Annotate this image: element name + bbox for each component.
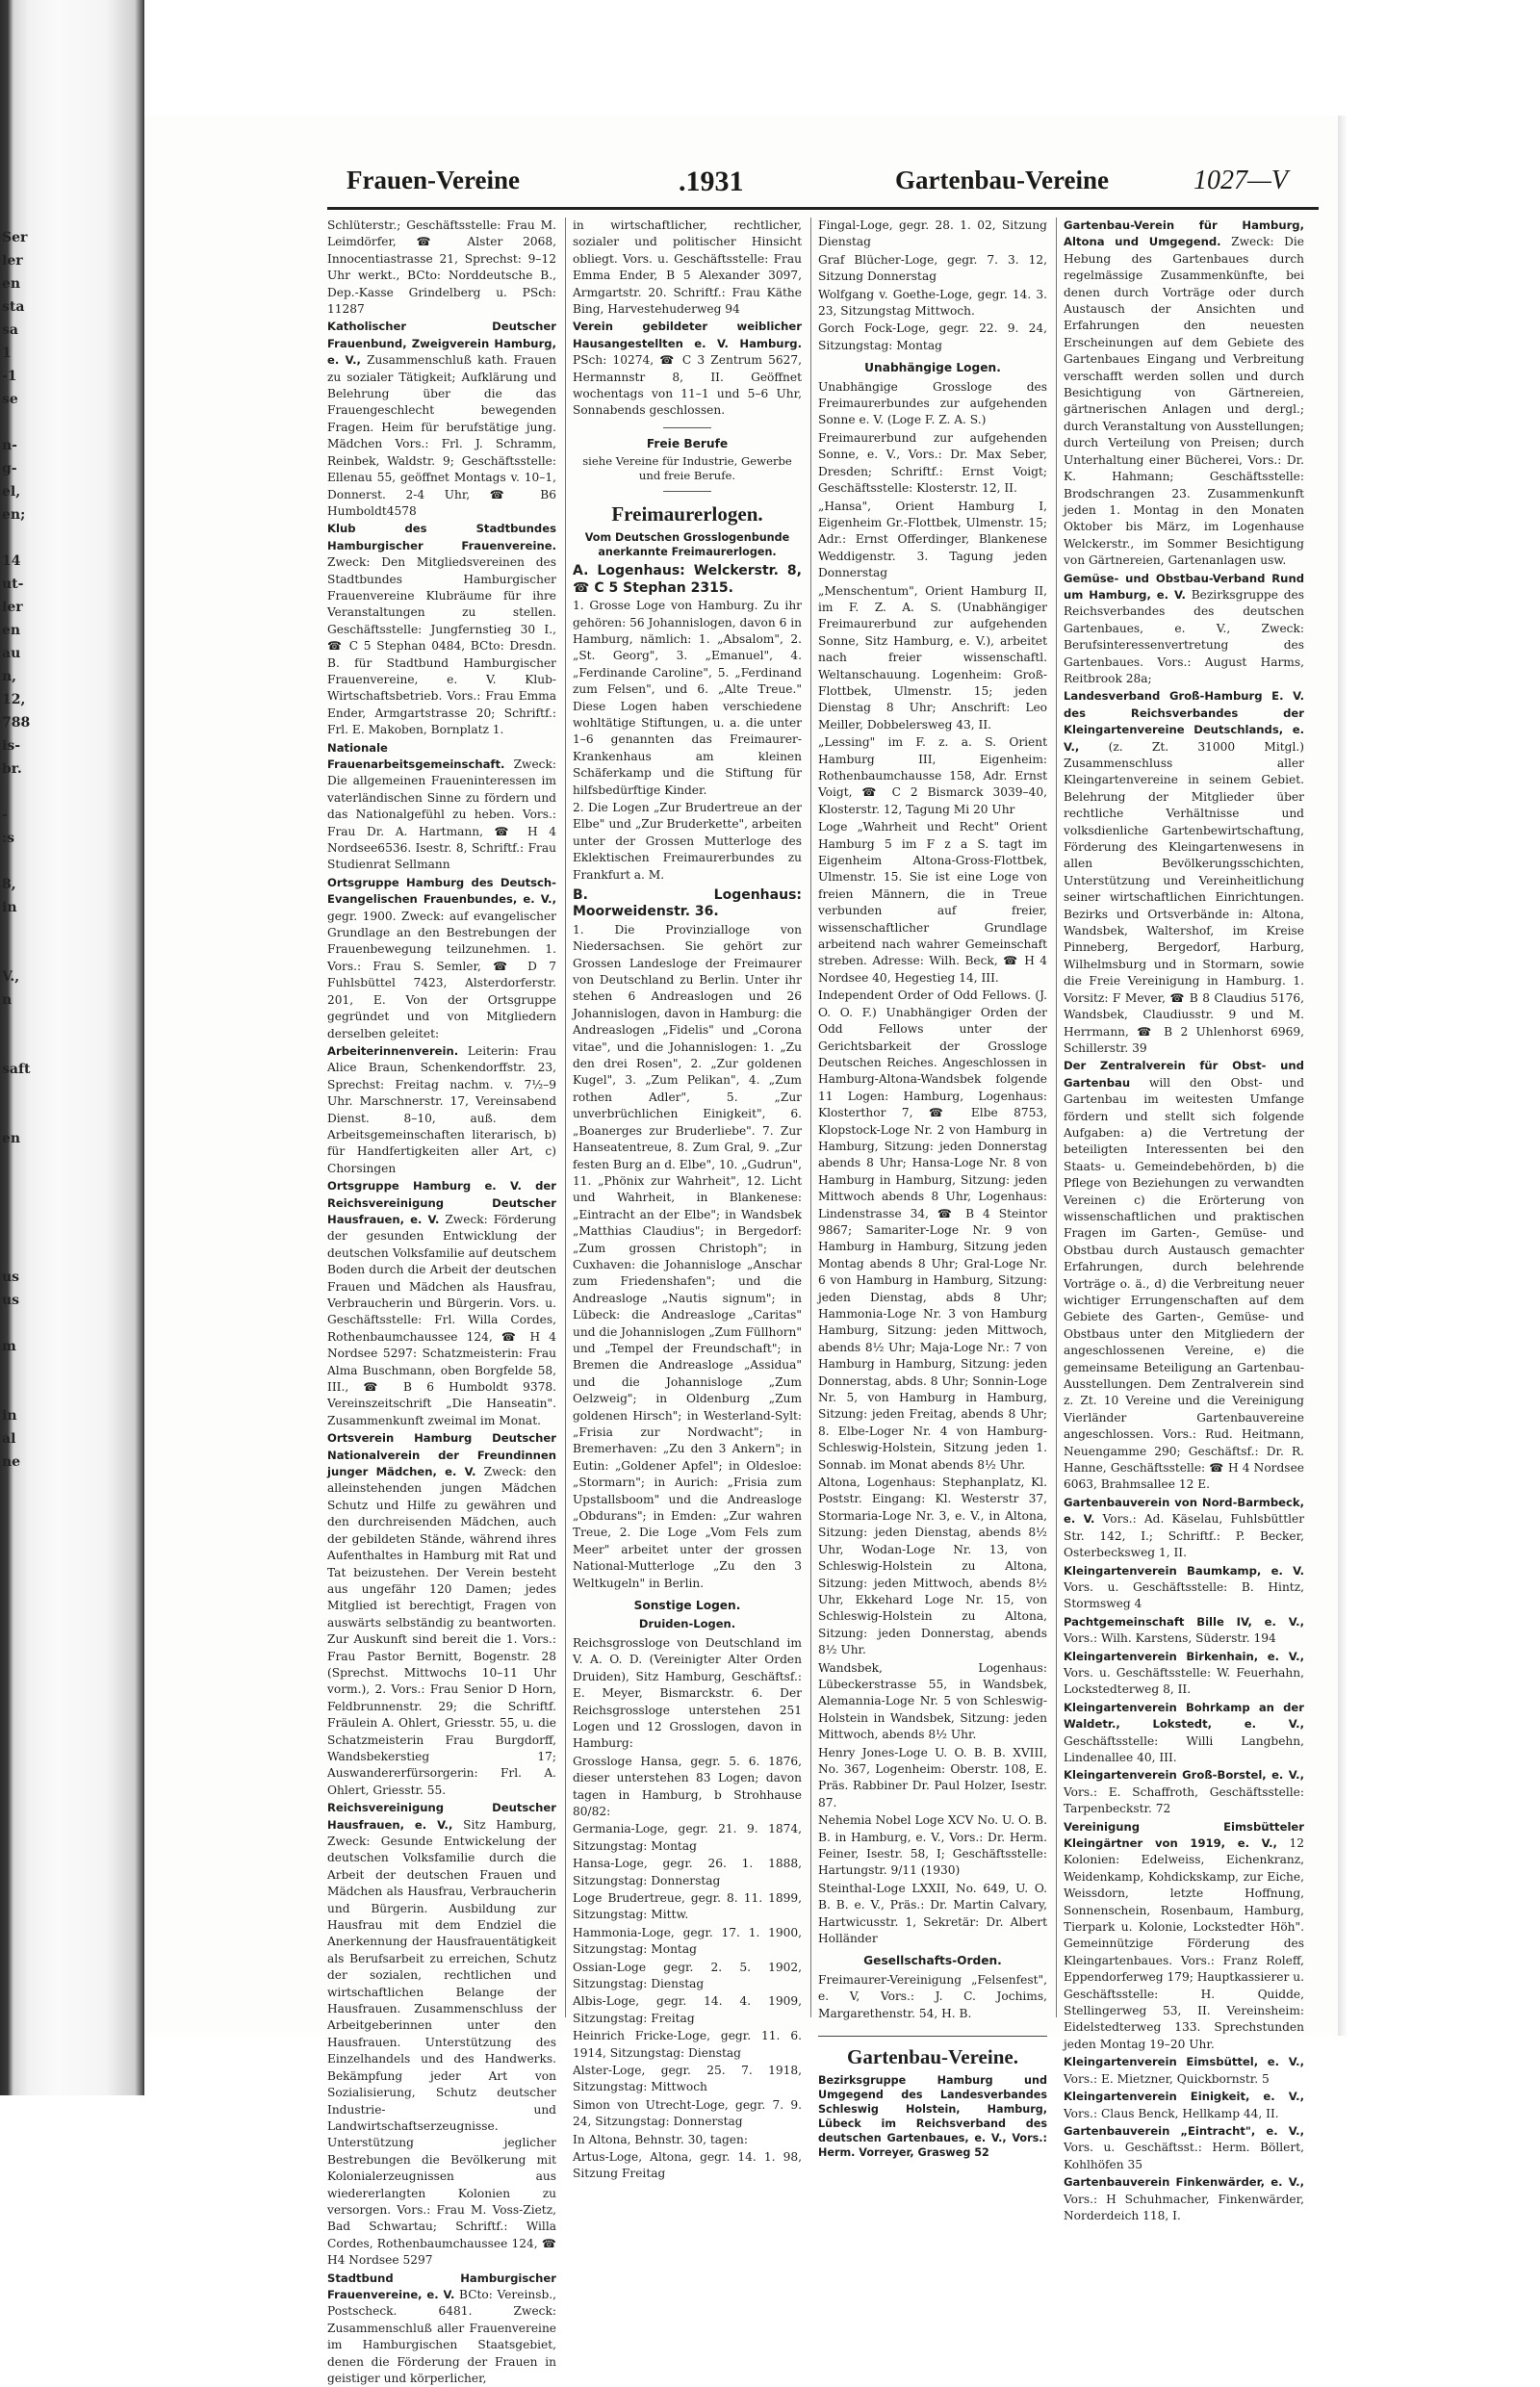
entry: Reichsgrossloge von Deutschland im V. A. O. D. (Vereinigter Alter Orden Druiden), Sitz Hamburg, Geschäftsf.: E. Meyer, Bismarckstr. 6. Der Reichsgrossloge unterstehen 251 Logen und 12 Grosslogen, davon in Hamburg: xyxy=(573,1635,802,1751)
entry: Hammonia-Loge, gegr. 17. 1. 1900, Sitzungstag: Montag xyxy=(573,1925,802,1957)
section-title: Freimaurerlogen. xyxy=(611,502,763,526)
entry-text: Vors.: E. Mietzner, Quickbornstr. 5 xyxy=(1064,2071,1270,2086)
entry-name: Gartenbau-Verein für Hamburg, Altona und Umgegend. xyxy=(1064,218,1304,249)
entry: Albis-Loge, gegr. 14. 4. 1909, Sitzungstag: Freitag xyxy=(573,1994,802,2025)
entry-text: Geschäftsstelle: Willi Langbehn, Lindenallee 40, III. xyxy=(1064,1733,1304,1764)
entry-name: Gartenbauverein von Nord-Barmbeck, e. V. xyxy=(1064,1495,1304,1527)
header-left: Frauen-Vereine xyxy=(346,166,520,194)
entry-text: Leiterin: Frau Alice Braun, Schenkendorffstr. 23, Sprechst: Freitag nachm. v. 7½–9 Uhr. Marschnerstr. 17, Vereinsabend Dienst. 8–10, auß. dem Arbeitsgemeinschaften literarisch, b) für Handfertigkeiten aller Art, c) Chorsingen xyxy=(327,1043,557,1175)
book-gutter xyxy=(0,0,144,2095)
section-heading: Freie Berufe xyxy=(646,436,729,450)
running-header xyxy=(192,166,1319,204)
entry-text: Zweck: Die allgemeinen Fraueninteressen im vaterländischen Sinne zu fördern und das Nationalgefühl zu heben. Vors.: Frau Dr. A. Hartmann, ☎ H 4 Nordsee6536. Isestr. 8, Schriftf.: Frau Studienrat Sellmann xyxy=(327,757,556,872)
entry-name: Ortsgruppe Hamburg des Deutsch-Evangelischen Frauenbundes, e. V., xyxy=(327,875,556,907)
subsection-heading: A. Logenhaus: Welckerstr. 8, ☎ C 5 Stephan 2315. xyxy=(573,563,802,596)
entry-text: gegr. 1900. Zweck: auf evangelischer Grundlage an den Bestrebungen der Frauenbewegung teilzunehmen. 1. Vors.: Frau S. Semler, ☎ D 7 Fuhlsbüttel 7423, Alsterdorferstr. 201, E. Von der Ortsgruppe gegründet und von Mitgliedern derselben geleitet: xyxy=(327,909,556,1040)
entry-name: Stadtbund Hamburgischer Frauenvereine, e. V. xyxy=(327,2271,556,2301)
entry: in wirtschaftlicher, rechtlicher, sozialer und politischer Hinsicht obliegt. Vors. u. Geschäftsstelle: Frau Emma Ender, B 5 Alexander 3097, Armgartstr. 20. Schriftf.: Frau Käthe Bing, Harvestehuderweg 94 xyxy=(573,218,802,317)
entry: Graf Blücher-Loge, gegr. 7. 3. 12, Sitzung Donnerstag xyxy=(818,252,1047,284)
header-page-number: 1027—V xyxy=(1194,166,1288,195)
previous-page-fragments: Ser ler en sta sa 1 -1 se n- g- el, en; 14 ut- ler en au n, 12, 788 is- br. - :s 8, in V., n saft en us us m in al ne xyxy=(2,230,31,1470)
entry-text: Zweck: Den Mitgliedsvereinen des Stadtbundes Hamburgischer Frauenvereine Klubräume für ihre Veranstaltungen zu stellen. Geschäftsstelle: Jungfernstieg 30 I., ☎ C 5 Stephan 0484, BCto: Dresdn. B. für Stadtbund Hamburgischer Frauenvereine, e. V. Klub-Wirtschaftsbetrieb. Vors.: Frau Emma Ender, Armgartstrasse 20; Schriftf.: Frl. E. Makoben, Bornplatz 1. xyxy=(327,555,556,737)
entry: „Menschentum", Orient Hamburg II, im F. Z. A. S. (Unabhängiger Freimaurerbund zur aufgehenden Sonne, Sitz Hamburg, e. V.), arbeitet nach freier wissenschaftl. Weltanschauung. Logenheim: Groß-Flottbek, Ulmenstr. 15; jeden Dienstag 8 Uhr; Anschrift: Leo Meiller, Dobbelersweg 43, II. xyxy=(818,583,1047,732)
header-middle: Gartenbau-Vereine xyxy=(895,166,1109,194)
entry: Simon von Utrecht-Loge, gegr. 7. 9. 24, Sitzungstag: Donnerstag xyxy=(573,2097,802,2129)
section-title: Gartenbau-Vereine. xyxy=(818,2036,1047,2069)
entry-name: Gartenbauverein Finkenwärder, e. V., xyxy=(1064,2175,1304,2190)
entry: In Altona, Behnstr. 30, tagen: xyxy=(573,2132,748,2146)
entry-text: Vors.: Claus Benck, Hellkamp 44, II. xyxy=(1064,2106,1279,2120)
entry-text: will den Obst- und Gartenbau im weitesten Umfange fördern und stellt sich folgende Aufgaben: a) die Vertretung der beteiligten Interessenten bei den Staats- u. Gemeindebehörden, b) die Pflege von Beziehungen zu verwandten Vereinen c) die Erörterung von wissenschaftlichen und praktischen Fragen im Garten-, Gemüse- und Obstbau durch Austausch gemachter Erfahrungen, durch belehrende Vorträge o. ä., d) die Verbreitung neuer wichtiger Errungenschaften auf dem Gebiete des Garten-, Gemüse- und Obstbaus unter den Mitgliedern der angeschlossenen Vereine, e) die gemeinsame Beteiligung an Gartenbau-Ausstellungen. Dem Zentralverein sind z. Zt. 10 Vereine und die Vereinigung Vierländer Gartenbauvereine angeschlossen. Vors.: Rud. Heitmann, Neuengamme 290; Geschäftsf.: Dr. R. Hanne, Geschäftsstelle: ☎ H 4 Nordsee 6063, Brahmsallee 12 E. xyxy=(1064,1075,1304,1492)
entry-text: Zweck: Die Hebung des Gartenbaues durch regelmässige Zusammenkünfte, bei denen durch Vorträge oder durch Austausch der Ansichten und Erfahrungen den neuesten Erscheinungen auf dem Gebiete des Gartenbaues Eingang und Verbreitung verschafft werden sollen und durch Besichtigung von Gärtnereien, gärtnerischen Anlagen und dergl.; durch Veranstaltung von Ausstellungen; durch Verteilung von Preisen; durch Unterhaltung einer Bücherei, Vors.: Dr. K. Hahmann; Geschäftsstelle: Brodschrangen 23. Zusammenkunft jeden 1. Montag in den Monaten Oktober bis März, im Logenhause Welckerstr., im Sommer Besichtigung von Gärtnereien, Gartenanlagen usw. xyxy=(1064,235,1304,568)
entry-name: Gartenbauverein „Eintracht", e. V., xyxy=(1064,2123,1304,2138)
entry-text: BCto: Vereinsb., Postscheck. 6481. Zweck: Zusammenschluß aller Frauenvereine im Hamburgischen Staatsgebiet, denen die Förderung der Frauen in geistiger und körperlicher, xyxy=(327,2287,556,2385)
column-divider xyxy=(810,218,811,2017)
entry: Freimaurer-Vereinigung „Felsenfest", e. V, Vors.: J. C. Jochims, Margarethenstr. 54, H. B. xyxy=(818,1972,1047,2020)
entry-name: Der Zentralverein für Obst- und Gartenbau xyxy=(1064,1059,1304,1090)
entry: Altona, Logenhaus: Stephanplatz, Kl. Poststr. Eingang: Kl. Westerstr 37, Stormaria-Loge Nr. 3, e. V., in Altona, Sitzung: jeden Dienstag, abends 8½ Uhr, Wodan-Loge Nr. 13, von Schleswig-Holstein zu Altona, Sitzung: jeden Mittwoch, abends 8½ Uhr, Ekkehard Loge Nr. 15, von Schleswig-Holstein zu Altona, Sitzung: jeden Donnerstag, abends 8½ Uhr. xyxy=(818,1476,1047,1657)
entry: „Lessing" im F. z. a. S. Orient Hamburg III, Eigenheim: Rothenbaumchausse 158, Adr. Ernst Voigt, ☎ C 2 Bismarck 3039–40, Klosterstr. 12, Tagung Mi 20 Uhr xyxy=(818,735,1047,816)
column-divider xyxy=(565,218,566,2017)
entry-text: Vors.: Ad. Käselau, Fuhlsbüttler Str. 142, I.; Schriftf.: P. Becker, Osterbecksweg 1, II. xyxy=(1064,1512,1305,1560)
entry: Alster-Loge, gegr. 25. 7. 1918, Sitzungstag: Mittwoch xyxy=(573,2064,802,2094)
entry: Freimaurerbund zur aufgehenden Sonne, e. V., Vors.: Dr. Max Seber, Dresden; Schriftf.: Ernst Voigt; Geschäftsstelle: Klosterstr. 12, II. xyxy=(818,430,1047,496)
entry: Nehemia Nobel Loge XCV No. U. O. B. B. in Hamburg, e. V., Vors.: Dr. Herm. Feiner, Isestr. 58, I; Geschäftsstelle: Hartungstr. 9/11 (1930) xyxy=(818,1813,1047,1878)
entry-text: (z. Zt. 31000 Mitgl.) Zusammenschluss aller Kleingartenvereine in seinem Gebiet. Belehrung der Mitglieder über rechtliche Verhältnisse und volksdienliche Gartenbewirtschaftung, Förderung des Kleingartenwesens in allen Bevölkerungsschichten, Unterstützung und Vereinheitlichung seiner wirtschaftlichen Einrichtungen. Bezirks und Ortsverbände in: Altona, Wandsbek, Waltershof, im Kreise Pinneberg, Bergedorf, Harburg, Wilhelmsburg und in Stormarn, sowie die Freie Vereinigung in Hamburg. 1. Vorsitz: F Mever, ☎ B 8 Claudius 5176, Wandsbek, Claudiusstr. 9 und M. Herrmann, ☎ B 2 Uhlenhorst 6969, Schillerstr. 39 xyxy=(1064,739,1304,1055)
section-heading: Gesellschafts-Orden. xyxy=(863,1954,1002,1968)
separator xyxy=(663,491,711,492)
entry-name: Kleingartenverein Eimsbüttel, e. V., xyxy=(1064,2055,1304,2069)
entry-name: Kleingartenverein Baumkamp, e. V. xyxy=(1064,1563,1304,1578)
entry-name: Landesverband Groß-Hamburg E. V. des Reichsverbandes der Kleingartenvereine Deutschlands, e. V., xyxy=(1064,689,1304,754)
entry: Loge Brudertreue, gegr. 8. 11. 1899, Sitzungstag: Mittw. xyxy=(573,1890,802,1922)
page-edge xyxy=(1338,116,1348,2036)
entry-text: 12 Kolonien: Edelweiss, Eichenkranz, Weidenkamp, Kohdickskamp, zur Eiche, Weissdorn, letzte Hoffnung, Sonnenschein, Rosenbaum, Hamburg, Tierpark u. Kolonie, Lockstedter Höh". Gemeinnützige Förderung des Kleingartenbaues. Vors.: Franz Roleff, Eppendorferweg 179; Hauptkassierer u. Geschäftsstelle: H. Quidde, Stellingerweg 53, II. Vereinsheim: Eidelstedterweg 133. Sprechstunden jeden Montag 19–20 Uhr. xyxy=(1064,1836,1304,2051)
entry-name: Arbeiterinnenverein. xyxy=(327,1043,459,1058)
entry: Gorch Fock-Loge, gegr. 22. 9. 24, Sitzungstag: Montag xyxy=(818,321,1047,352)
section-heading: Unabhängige Logen. xyxy=(864,361,1001,375)
entry: Wolfgang v. Goethe-Loge, gegr. 14. 3. 23, Sitzungstag Mittwoch. xyxy=(818,287,1047,319)
column-2 xyxy=(573,218,802,2181)
entry-text: Vors. u. Geschäftsst.: Herm. Böllert, Kohlhöfen 35 xyxy=(1064,2141,1304,2171)
entry-text: Sitz Hamburg, Zweck: Gesunde Entwickelung der deutschen Volksfamilie durch die Arbeit der deutschen Frauen und Mädchen als Hausfrau, Verbraucherin und Bürgerin. Ausbildung zur Hausfrau mit dem Endziel die Anerkennung der Hausfrauentätigkeit als Berufsarbeit zu erreichen, Schutz der sozialen, rechtlichen und wirtschaftlichen Belange der Hausfrauen. Zusammenschluss der Arbeitgeberinnen unter den Hausfrauen. Unterstützung des Einzelhandels und des Handwerks. Bekämpfung jeder Art von Sozialisierung, Schutz deutscher Industrie- und Landwirtschaftserzeugnisse. Unterstützung jeglicher Bestrebungen die Bevölkerung mit Kolonialerzeugnissen aus wiedererlangten Kolonien zu versorgen. Vors.: Frau M. Voss-Zietz, Bad Schwartau; Schriftf.: Willa Cordes, Rothenbaumchaussee 124, ☎ H4 Nordsee 5297 xyxy=(327,1817,557,2268)
entry-name: Katholischer Deutscher Frauenbund, Zweigverein Hamburg, e. V., xyxy=(327,320,556,368)
entry-name: Nationale Frauenarbeitsgemeinschaft. xyxy=(327,740,505,771)
entry-text: Vors.: H Schuhmacher, Finkenwärder, Norderdeich 118, I. xyxy=(1064,2192,1304,2222)
entry-name: Klub des Stadtbundes Hamburgischer Frauenvereine. xyxy=(327,522,556,552)
entry: Hansa-Loge, gegr. 26. 1. 1888, Sitzungstag: Donnerstag xyxy=(573,1857,802,1887)
entry: „Hansa", Orient Hamburg I, Eigenheim Gr.-Flottbek, Ulmenstr. 15; Adr.: Ernst Offerdinger, Blankenese Weddigenstr. 3. Tagung jeden Donnerstag xyxy=(818,499,1047,580)
subsection-heading: B. Logenhaus: Moorweidenstr. 36. xyxy=(573,887,802,920)
entry: Schlüterstr.; Geschäftsstelle: Frau M. Leimdörfer, ☎ Alster 2068, Innocentiastrasse 21, Sprechst: 9–12 Uhr werkt., BCto: Norddeutsche B., Dep.-Kasse Grindelberg u. PSch: 11287 xyxy=(327,218,556,317)
entry-text: Vors.: Wilh. Karstens, Süderstr. 194 xyxy=(1064,1631,1276,1646)
entry: 2. Die Logen „Zur Brudertreue an der Elbe" und „Zur Bruderkette", arbeiten unter der Grossen Mutterloge des Eklektischen Freimaurerbundes zu Frankfurt a. M. xyxy=(573,800,802,882)
entry-text: PSch: 10274, ☎ C 3 Zentrum 5627, Hermannstr 8, II. Geöffnet wochentags von 11–1 und 5–6 Uhr, Sonnabends geschlossen. xyxy=(573,353,802,418)
entry-text: Vors.: E. Schaffroth, Geschäftsstelle: Tarpenbeckstr. 72 xyxy=(1064,1784,1304,1816)
entry-name: Ortsverein Hamburg Deutscher Nationalverein der Freundinnen junger Mädchen, e. V. xyxy=(327,1431,556,1479)
entry: Unabhängige Grossloge des Freimaurerbundes zur aufgehenden Sonne e. V. (Loge F. Z. A. S.) xyxy=(818,379,1047,427)
entry: Henry Jones-Loge U. O. B. B. XVIII, No. 367, Logenheim: Oberstr. 108, E. Präs. Rabbiner Dr. Paul Holzer, Isestr. 87. xyxy=(818,1745,1047,1810)
entry: Germania-Loge, gegr. 21. 9. 1874, Sitzungstag: Montag xyxy=(573,1822,802,1853)
entry-name: Vereinigung Eimsbütteler Kleingärtner von 1919, e. V., xyxy=(1064,1819,1304,1850)
column-4 xyxy=(1064,218,1305,2222)
entry: Heinrich Fricke-Loge, gegr. 11. 6. 1914, Sitzungstag: Dienstag xyxy=(573,2029,802,2060)
entry: Wandsbek, Logenhaus: Lübeckerstrasse 55, in Wandsbek, Alemannia-Loge Nr. 5 von Schleswig-Holstein in Wandsbek, Sitzung: jeden Mittwoch, abends 8½ Uhr. xyxy=(818,1660,1047,1742)
entry-text: Zweck: den alleinstehenden jungen Mädchen Schutz und Hilfe zu gewähren und den durchreisenden Mädchen, auch der gebildeten Stände, während ihres Aufenthaltes in Hamburg mit Rat und Tat beizustehen. Der Verein besteht aus ungefähr 120 Damen; jedes Mitglied ist berechtigt, Fragen von auswärts selbständig zu beantworten. Zur Auskunft sind bereit die 1. Vors.: Frau Pastor Bernitt, Bogenstr. 28 (Sprechst. Mittwochs 10–11 Uhr vorm.), 2. Vors.: Frau Senior D Horn, Feldbrunnenstr. 29; die Schriftf. Fräulein A. Ohlert, Griesstr. 55, u. die Schatzmeisterin Frau Burgdorff, Wandsbekerstieg 17; Auswandererfürsorgerin: Frl. A. Ohlert, Griesstr. 55. xyxy=(327,1465,556,1797)
section-intro: Vom Deutschen Grosslogenbunde anerkannte Freimaurerlogen. xyxy=(584,531,790,559)
entry-text: Zweck: Förderung der gesunden Entwicklung der deutschen Volksfamilie auf deutschem Boden durch die Arbeit der deutschen Frauen und Mädchen als Hausfrau, Verbraucherin und Bürgerin. Vors. u. Geschäftsstelle: Frl. Willa Cordes, Rothenbaumchaussee 124, ☎ H 4 Nordsee 5297: Schatzmeisterin: Frau Alma Buschmann, oben Borgfelde 58, III., ☎ B 6 Humboldt 9378. Vereinszeitschrift „Die Hanseatin". Zusammenkunft zweimal im Monat. xyxy=(327,1212,556,1427)
entry: Ossian-Loge gegr. 2. 5. 1902, Sitzungstag: Dienstag xyxy=(573,1960,802,1990)
header-year: .1931 xyxy=(679,166,744,197)
column-divider xyxy=(1056,218,1057,2017)
section-subheading: Druiden-Logen. xyxy=(638,1617,736,1631)
separator xyxy=(663,427,711,428)
column-3 xyxy=(818,218,1047,2160)
column-1 xyxy=(327,218,557,2385)
entry-text: Vors. u. Geschäftsstelle: W. Feuerhahn, Lockstedterweg 8, II. xyxy=(1064,1665,1304,1697)
entry-name: Kleingartenverein Birkenhain, e. V., xyxy=(1064,1649,1304,1663)
entry: Fingal-Loge, gegr. 28. 1. 02, Sitzung Dienstag xyxy=(818,218,1047,249)
entry-text: Bezirksgruppe des Reichsverbandes des deutschen Gartenbaues, e. V., Zweck: Berufsinteressenvertretung des Gartenbaues. Vors.: August Harms, Reitbrook 28a; xyxy=(1064,587,1305,685)
entry-name: Pachtgemeinschaft Bille IV, e. V., xyxy=(1064,1614,1304,1629)
entry: Independent Order of Odd Fellows. (J. O. O. F.) Unabhängiger Orden der Odd Fellows unter der Gerichtsbarkeit der Grossloge Deutschen Reiches. Angeschlossen in Hamburg-Altona-Wandsbek folgende 11 Logen: Hamburg, Logenhaus: Klosterthor 7, ☎ Elbe 8753, Klopstock-Loge Nr. 2 von Hamburg in Hamburg, Sitzung: jeden Donnerstag abends 8 Uhr; Hansa-Loge Nr. 8 von Hamburg in Hamburg, Sitzung: jeden Mittwoch abends 8 Uhr, Logenhaus: Lindenstrasse 34, ☎ B 4 Steintor 9867; Samariter-Loge Nr. 9 von Hamburg in Hamburg, Sitzung jeden Montag abends 8 Uhr; Gral-Loge Nr. 6 von Hamburg in Hamburg, Sitzung: jeden Dienstag, abds 8 Uhr; Hammonia-Loge Nr. 3 von Hamburg Hamburg, Sitzung: jeden Mittwoch, abends 8½ Uhr; Maja-Loge Nr.: 7 von Hamburg in Hamburg, Sitzung: jeden Donnerstag, abds. 8 Uhr; Sonnin-Loge Nr. 5, von Hamburg in Hamburg, Sitzung: jeden Freitag, abends 8 Uhr; 8. Elbe-Loger Nr. 4 von Hamburg-Schleswig-Holstein, Sitzung jeden 1. Sonnab. im Monat abends 8½ Uhr. xyxy=(818,988,1047,1472)
entry: Loge „Wahrheit und Recht" Orient Hamburg 5 im F z a S. tagt im Eigenheim Altona-Gross-Flottbek, Ulmenstr. 15. Sie ist eine Loge von freien Männern, die in Treue verbunden auf freier, wissenschaftlicher Grundlage arbeitend nach wahrer Gemeinschaft streben. Adresse: Wilh. Beck, ☎ H 4 Nordsee 40, Hegestieg 14, III. xyxy=(818,820,1047,985)
entry-name: Reichsvereinigung Deutscher Hausfrauen, e. V., xyxy=(327,1801,556,1832)
entry-name: Gemüse- und Obstbau-Verband Rund um Hamburg, e. V. xyxy=(1064,571,1304,602)
section-intro: Bezirksgruppe Hamburg und Umgegend des Landesverbandes Schleswig Holstein, Hamburg, Lübeck im Reichsverband des deutschen Gartenbaues, e. V., Vors.: Herm. Vorreyer, Grasweg 52 xyxy=(818,2074,1047,2160)
entry: Steinthal-Loge LXXII, No. 649, U. O. B. B. e. V., Präs.: Dr. Martin Calvary, Hartwicusstr. 1, Sekretär: Dr. Albert Holländer xyxy=(818,1881,1047,1946)
entry-name: Ortsgruppe Hamburg e. V. der Reichsvereinigung Deutscher Hausfrauen, e. V. xyxy=(327,1179,556,1226)
entry-text: Vors. u. Geschäftsstelle: B. Hintz, Stormsweg 4 xyxy=(1064,1579,1304,1611)
header-rule xyxy=(327,207,1319,210)
entry: Grossloge Hansa, gegr. 5. 6. 1876, dieser unterstehen 83 Logen; davon tagen in Hamburg, b Strohhause 80/82: xyxy=(573,1754,802,1818)
entry-name: Kleingartenverein Bohrkamp an der Waldetr., Lokstedt, e. V., xyxy=(1064,1700,1304,1732)
entry: 1. Die Provinzialloge von Niedersachsen. Sie gehört zur Grossen Landesloge der Freimaurer von Deutschland zu Berlin. Unter ihr stehen 6 Andreaslogen und 26 Johannislogen, davon in Hamburg: die Andreaslogen „Fidelis" und „Corona vitae", und die Johannislogen: 1. „Zu den drei Rosen", 2. „Zur goldenen Kugel", 3. „Zum Pelikan", 4. „Zum rothen Adler", 5. „Zur unverbrüchlichen Einigkeit", 6. „Boanerges zur Bruderliebe". 7. Zur Hanseatentreue, 8. Zum Gral, 9. „Zur festen Burg an d. Elbe", 10. „Gudrun", 11. „Phönix zur Wahrheit", 12. Licht und Wahrheit, in Blankenese: „Eintracht an der Elbe"; in Wandsbek „Matthias Claudius"; in Bergedorf: „Zum grossen Christoph"; in Cuxhaven: die Johannisloge „Anschar zum Friedenshafen"; und die Andreasloge „Nautis signum"; in Lübeck: die Andreasloge „Caritas" und die Johannislogen „Zum Füllhorn" und „Tempel der Freundschaft"; in Bremen die Andreasloge „Assidua" und die Johannisloge „Zum Oelzweig"; in Oldenburg „Zum goldenen Hirsch"; in Westerland-Sylt: „Frisia zur Nordwacht"; in Bremerhaven: „Zu den 3 Ankern"; in Eutin: „Goldener Apfel"; in Oldesloe: „Stormarn"; in Aurich: „Frisia zum Upstallsboom" und die Andreasloge „Obdurans"; in Emden: „Zur wahren Treue, 2. Die Loge „Vom Fels zum Meer" arbeitet unter der grossen National-Mutterloge „Zu den 3 Weltkugeln" in Berlin. xyxy=(573,922,802,1590)
entry: 1. Grosse Loge von Hamburg. Zu ihr gehören: 56 Johannislogen, davon 6 in Hamburg, nämlich: 1. „Absalom", 2. „St. Georg", 3. „Emanuel", 4. „Ferdinande Caroline", 5. „Ferdinand zum Felsen", und 6. „Alte Treue." Diese Logen haben verschiedene wohltätige Stiftungen, u. a. die unter 1–6 genannten das Freimaurer-Krankenhaus am kleinen Schäferkamp und die Stiftung für hilfsbedürftige Kinder. xyxy=(573,599,802,797)
entry-name: Verein gebildeter weiblicher Hausangestellten e. V. Hamburg. xyxy=(573,320,802,350)
section-note: siehe Vereine für Industrie, Gewerbe und freie Berufe. xyxy=(582,454,792,483)
entry-name: Kleingartenverein Einigkeit, e. V., xyxy=(1064,2090,1304,2104)
entry-text: Zusammenschluß kath. Frauen zu sozialer Tätigkeit; Aufklärung und Belehrung über die das Frauengeschlecht bewegenden Fragen. Heim für berufstätige jung. Mädchen Vors.: Frl. J. Schramm, Reinbek, Waldstr. 9; Geschäftsstelle: Ellenau 55, geöffnet Montags v. 10–1, Donnerst. 2-4 Uhr, ☎ B6 Humboldt4578 xyxy=(327,353,557,518)
entry-name: Kleingartenverein Groß-Borstel, e. V., xyxy=(1064,1768,1304,1783)
entry: Artus-Loge, Altona, gegr. 14. 1. 98, Sitzung Freitag xyxy=(573,2150,802,2181)
section-heading: Sonstige Logen. xyxy=(633,1599,741,1613)
